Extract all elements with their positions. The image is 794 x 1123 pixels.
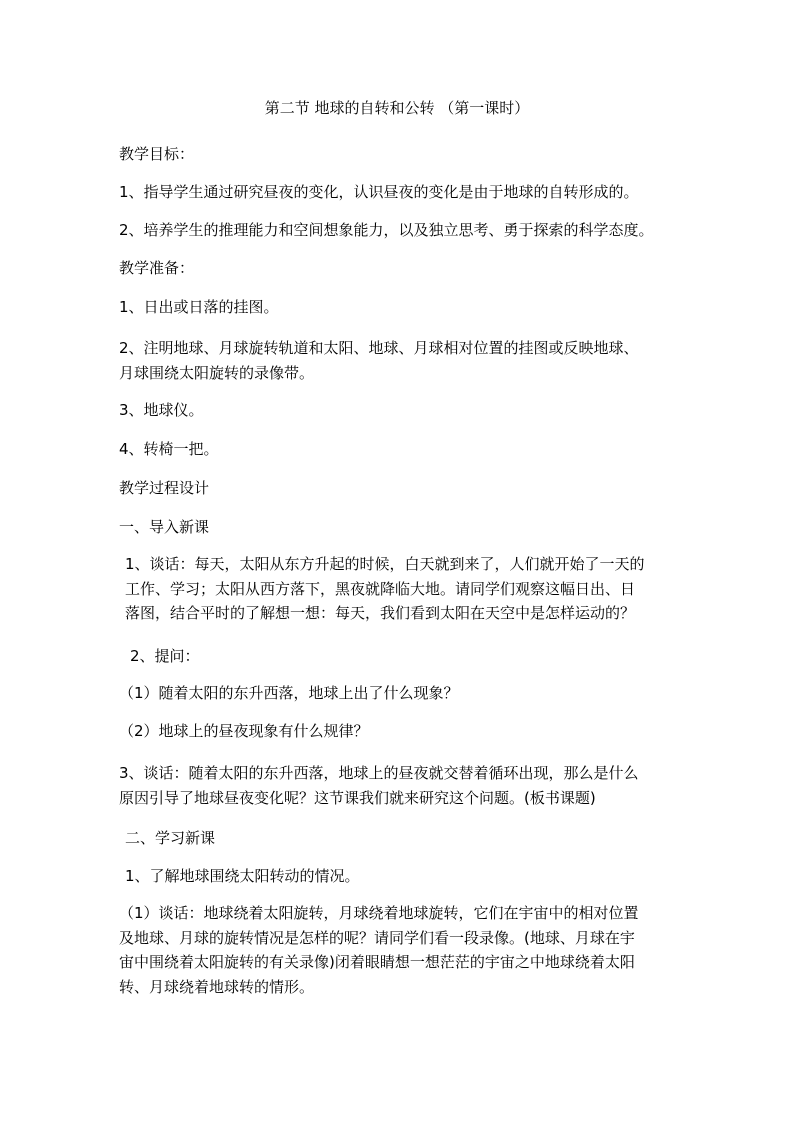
section-1-heading: 一、导入新课: [119, 518, 210, 536]
section-1-item-2: 2、提问：: [130, 647, 200, 665]
section-2-paragraph-1-line: 宙中围绕着太阳旋转的有关录像)闭着眼睛想一想茫茫的宇宙之中地球绕着太阳: [119, 953, 635, 971]
section-1-item-3-line: 3、谈话：随着太阳的东升西落，地球上的昼夜就交替着循环出现，那么是什么: [119, 764, 639, 782]
prep-item-2-line: 月球围绕太阳旋转的录像带。: [119, 363, 315, 382]
section-2-item-1: 1、了解地球围绕太阳转动的情况。: [125, 867, 360, 885]
section-1-question-2: （2）地球上的昼夜现象有什么规律？: [119, 722, 369, 740]
goal-item-2: 2、培养学生的推理能力和空间想象能力，以及独立思考、勇于探索的科学态度。: [119, 221, 654, 239]
prep-heading: 教学准备：: [119, 259, 195, 277]
goal-item-1: 1、指导学生通过研究昼夜的变化，认识昼夜的变化是由于地球的自转形成的。: [119, 183, 639, 201]
process-heading: 教学过程设计: [119, 479, 210, 497]
prep-item-2-line: 2、注明地球、月球旋转轨道和太阳、地球、月球相对位置的挂图或反映地球、: [119, 339, 639, 357]
section-2-paragraph-1-line: 及地球、月球的旋转情况是怎样的呢？请同学们看一段录像。(地球、月球在宇: [119, 928, 635, 947]
section-1-item-1-line: 落图，结合平时的了解想一想：每天，我们看到太阳在天空中是怎样运动的？: [125, 604, 636, 622]
section-1-item-1: [125, 552, 687, 626]
prep-item-2: [119, 336, 681, 385]
section-1-question-1: （1）随着太阳的东升西落，地球上出了什么现象？: [119, 684, 459, 702]
prep-item-3: 3、地球仪。: [119, 401, 204, 419]
prep-item-1: 1、日出或日落的挂图。: [119, 298, 279, 316]
goal-heading: 教学目标：: [119, 145, 195, 163]
section-1-item-3: [119, 761, 681, 810]
section-2-heading: 二、学习新课: [125, 829, 216, 847]
section-2-paragraph-1-line: 转、月球绕着地球转的情形。: [119, 977, 315, 996]
section-2-paragraph-1: [119, 901, 681, 999]
document-title: 第二节 地球的自转和公转 （第一课时）: [264, 99, 530, 117]
section-1-item-1-line: 1、谈话：每天，太阳从东方升起的时候，白天就到来了，人们就开始了一天的: [125, 555, 645, 573]
section-1-item-1-line: 工作、学习；太阳从西方落下，黑夜就降临大地。请同学们观察这幅日出、日: [125, 579, 636, 598]
prep-item-4: 4、转椅一把。: [119, 440, 219, 458]
section-1-item-3-line: 原因引导了地球昼夜变化呢？这节课我们就来研究这个问题。(板书课题): [119, 788, 596, 807]
section-2-paragraph-1-line: （1）谈话：地球绕着太阳旋转，月球绕着地球旋转，它们在宇宙中的相对位置: [119, 904, 639, 922]
